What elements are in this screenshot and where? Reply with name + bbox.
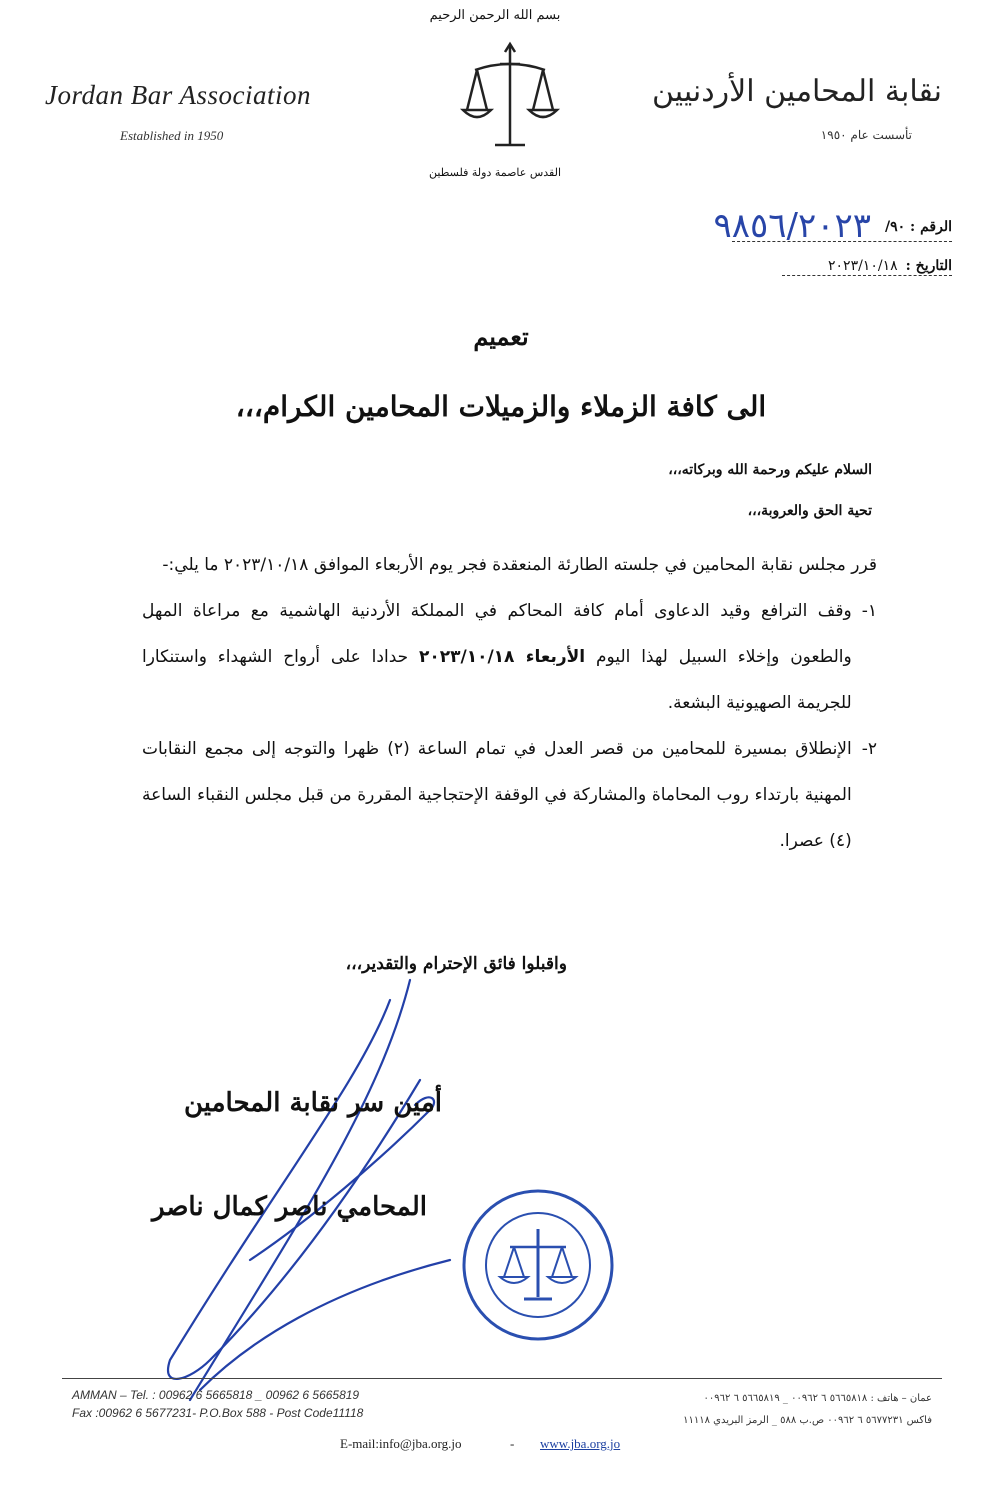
date-line <box>652 258 952 274</box>
footer-en-line1: AMMAN – Tel. : 00962 6 5665818 _ 00962 6 5665819 <box>72 1388 360 1402</box>
footer-divider <box>62 1378 942 1379</box>
item-1-bold-date: الأربعاء ٢٠٢٣/١٠/١٨ <box>419 647 586 667</box>
date-value: ٢٠٢٣/١٠/١٨ <box>828 258 898 274</box>
signer-title: أمين سر نقابة المحامين <box>183 1088 442 1118</box>
list-item-1 <box>142 588 877 726</box>
footer-contact-english <box>72 1386 363 1422</box>
reference-block <box>652 200 952 276</box>
footer-ar-line2: فاكس ٥٦٧٧٢٣١ ٦ ٠٠٩٦٢ ص.ب ٥٨٨ _ الرمز البريدي ١١١١٨ <box>683 1415 932 1426</box>
footer-en-line2: Fax :00962 6 5677231- P.O.Box 588 - Post Code11118 <box>72 1406 364 1420</box>
established-english: Established in 1950 <box>120 128 224 143</box>
intro-paragraph: قرر مجلس نقابة المحامين في جلسته الطارئة المنعقدة فجر يوم الأربعاء الموافق ٢٠٢٣/١٠/١٨ ما يلي:- <box>162 555 877 575</box>
item-number: ٢- <box>861 739 877 759</box>
org-name-english: Jordan Bar Association <box>45 80 311 110</box>
reference-handwritten: ٩٨٥٦/٢٠٢٣ <box>713 206 872 246</box>
item-1-part1: وقف الترافع وقيد الدعاوى أمام كافة المحاكم في المملكة الأردنية الهاشمية مع مراعاة المهل والطعون وإخلاء السبيل لهذا اليوم <box>142 601 852 667</box>
org-name-arabic: نقابة المحامين الأردنيين <box>651 74 942 109</box>
item-2-text: الإنطلاق بمسيرة للمحامين من قصر العدل في تمام الساعة (٢) ظهرا والتوجه إلى مجمع النقابات المهنية بارتداء روب المحاماة والمشاركة في الوقفة الإحتجاجية المقررة من قبل مجلس النقباء الساعة (٤) عصرا. <box>142 739 852 851</box>
date-underline <box>782 274 952 276</box>
reference-number-line <box>652 200 952 246</box>
item-number: ١- <box>861 601 877 621</box>
footer-email[interactable]: E-mail:info@jba.org.jo <box>340 1436 462 1451</box>
salute: تحية الحق والعروبة،،، <box>747 503 872 519</box>
circular-title: تعميم <box>473 322 529 351</box>
list-item-2 <box>142 726 877 864</box>
basmala: بسم الله الرحمن الرحيم <box>429 8 561 23</box>
scales-sword-emblem-icon <box>455 40 565 160</box>
jerusalem-motto: القدس عاصمة دولة فلسطين <box>428 166 562 179</box>
footer-contact-arabic <box>683 1388 932 1432</box>
closing-line: واقبلوا فائق الإحترام والتقدير،،، <box>345 954 567 974</box>
item-1-text <box>142 588 852 726</box>
signer-name: المحامي ناصر كمال ناصر <box>151 1192 427 1222</box>
item-1-part2: حدادا على أرواح الشهداء واستنكارا للجريمة الصهيونية البشعة. <box>142 647 852 713</box>
reference-label: الرقم : ٩٠/ <box>885 219 952 235</box>
addressee-heading: الى كافة الزملاء والزميلات المحامين الكرام،،، <box>235 390 767 423</box>
date-label: التاريخ : <box>905 258 952 274</box>
official-stamp-icon <box>458 1185 618 1345</box>
greeting: السلام عليكم ورحمة الله وبركاته،،، <box>668 462 872 478</box>
footer-separator: - <box>510 1436 515 1451</box>
established-arabic: تأسست عام ١٩٥٠ <box>820 128 912 142</box>
letter-body <box>142 542 877 864</box>
footer-ar-line1: عمان – هاتف : ٥٦٦٥٨١٨ ٦ ٠٠٩٦٢ _ ٥٦٦٥٨١٩ ٦ ٠٠٩٦٢ <box>703 1393 932 1404</box>
footer-website-link[interactable]: www.jba.org.jo <box>540 1436 621 1451</box>
